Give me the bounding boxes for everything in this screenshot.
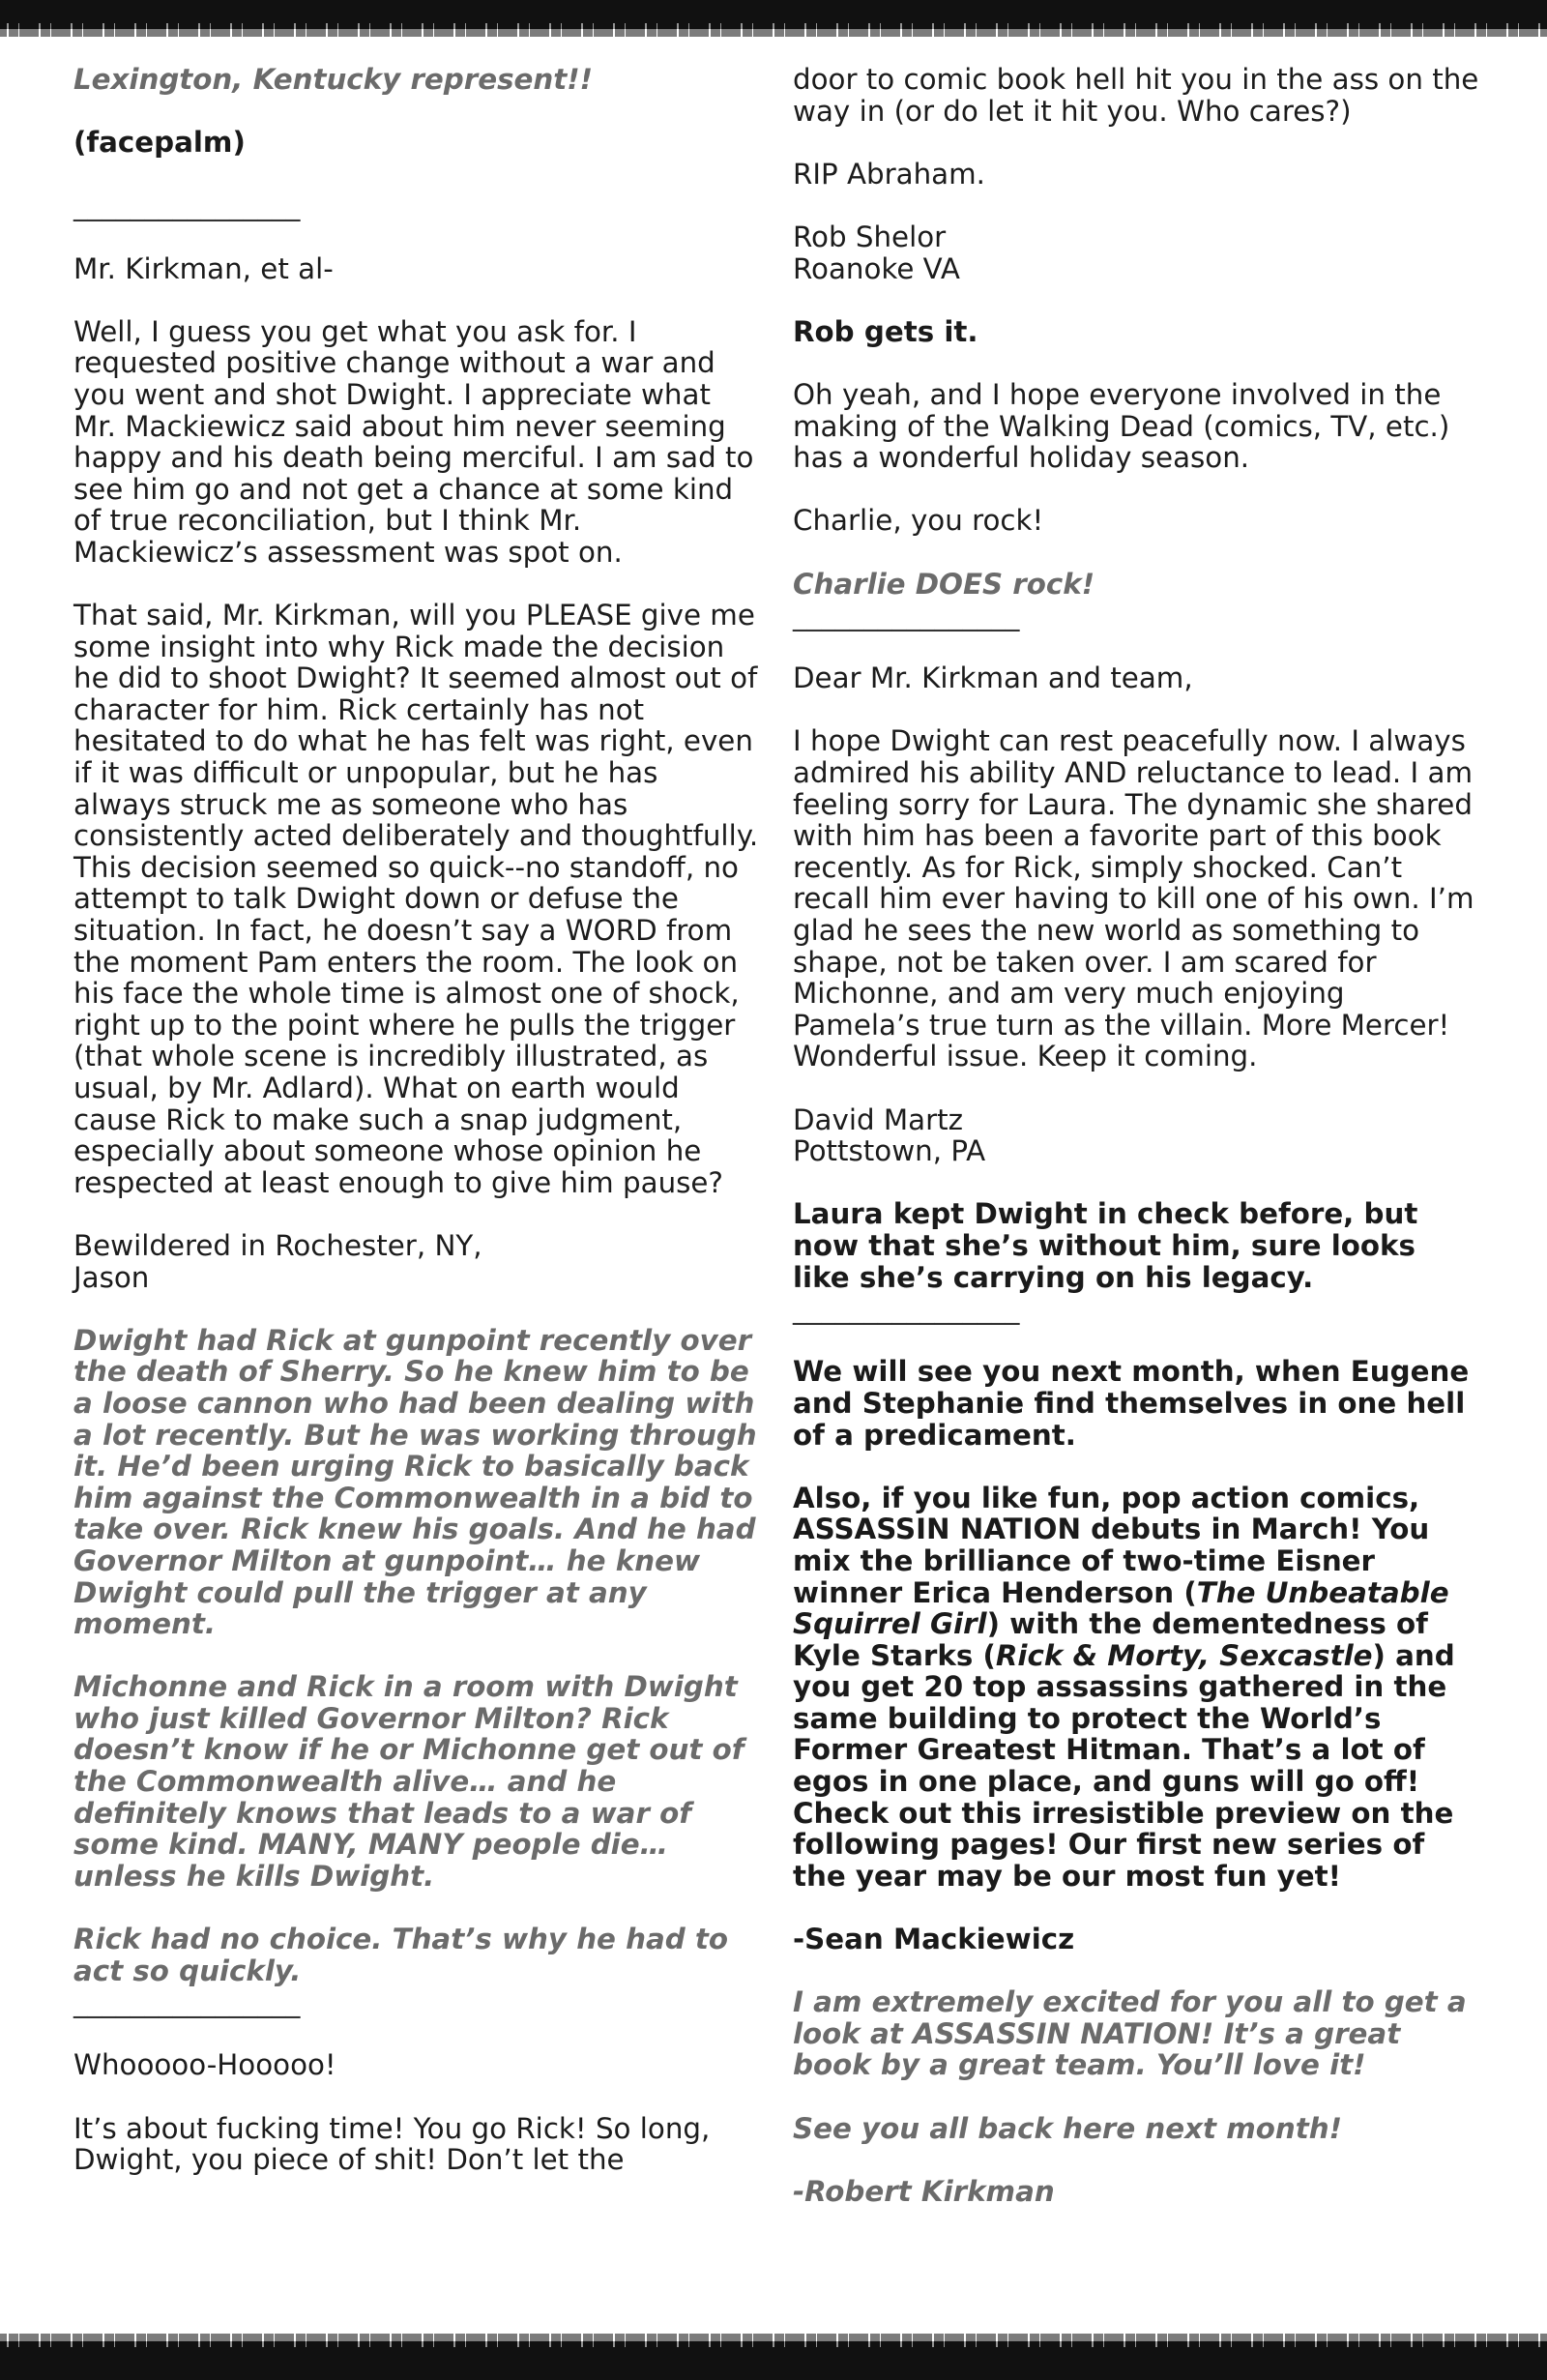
editor-reply: (facepalm): [73, 126, 246, 160]
editor-reply: I am extremely excited for you all to get a look at ASSASSIN NATION! It’s a great book by a great team. You’ll love it!: [793, 1985, 1467, 2082]
editor-reply: Laura kept Dwight in check before, but now that she’s without him, sure looks like she’s carrying on his legacy.: [793, 1197, 1418, 1294]
letter-salutation: Mr. Kirkman, et al-: [73, 251, 334, 285]
bottom-border: [0, 2341, 1547, 2380]
editor-signature: -Sean Mackiewicz: [793, 1923, 1075, 1956]
letter-paragraph: Whooooo-Hooooo!: [73, 2048, 336, 2082]
editor-reply: Michonne and Rick in a room with Dwight who just killed Governor Milton? Rick doesn’t know if he or Michonne get out of the Commonwealth alive… and he definitely knows that leads to a war of some kind. MANY, MANY people die… unless he kills Dwight.: [73, 1670, 744, 1893]
letter-paragraph: door to comic book hell hit you in the ass on the way in (or do let it hit you. Who cares?): [793, 63, 1479, 128]
editor-announcement: We will see you next month, when Eugene and Stephanie find themselves in one hell of a predicament.: [793, 1355, 1470, 1452]
letter-signature-location: Pottstown, PA: [793, 1134, 986, 1168]
letter-paragraph: RIP Abraham.: [793, 157, 985, 191]
top-border: [0, 0, 1547, 29]
letter-paragraph: It’s about fucking time! You go Rick! So long, Dwight, you piece of shit! Don’t let the: [73, 2111, 711, 2177]
letter-paragraph: Oh yeah, and I hope everyone involved in the making of the Walking Dead (comics, TV, etc.) has a wonderful holiday season.: [793, 377, 1450, 475]
editor-reply: Rob gets it.: [793, 314, 978, 348]
letter-paragraph: That said, Mr. Kirkman, will you PLEASE give me some insight into why Rick made the decision he did to shoot Dwight? It seemed almost out of character for him. Rick certainly has not hesitated to do what he has felt was right, even if it was difficult or unpopular, but he has always struck me as someone who has consistently acted deliberately and thoughtfully. This decision seemed so quick--no standoff, no attempt to talk Dwight down or defuse the situation. In fact, he doesn’t say a WORD from the moment Pam enters the room. The look on his face the whole time is almost one of shock, right up to the point where he pulls the trigger (that whole scene is incredibly illustrated, as usual, by Mr. Adlard). What on earth would cause Rick to make such a snap judgment, especially about someone whose opinion he respected at least enough to give him pause?: [73, 599, 759, 1199]
letter-signature: Rob Shelor: [793, 220, 947, 253]
letter-paragraph: Charlie, you rock!: [793, 504, 1044, 538]
letter-paragraph: Well, I guess you get what you ask for. I requested positive change without a war and you went and shot Dwight. I appreciate what Mr. Mackiewicz said about him never seeming happy and his death being merciful. I am sad to see him go and not get a chance at some kind of true reconciliation, but I think Mr. Mackiewicz’s assessment was spot on.: [73, 314, 754, 569]
divider: ________________: [73, 189, 301, 222]
letter-signature-name: Jason: [73, 1260, 150, 1294]
editor-signature: -Robert Kirkman: [793, 2174, 1055, 2208]
editor-reply: See you all back here next month!: [793, 2111, 1342, 2145]
letter-signature-location: Roanoke VA: [793, 251, 960, 285]
divider: ________________: [793, 1292, 1020, 1326]
letter-signature: David Martz: [793, 1102, 964, 1136]
comic-title: The Unbeatable Squirrel Girl: [793, 1575, 1449, 1641]
letter-signature: Bewildered in Rochester, NY,: [73, 1228, 482, 1262]
comic-title: Rick & Morty, Sexcastle: [995, 1638, 1373, 1672]
editor-reply: Rick had no choice. That’s why he had to act so quickly.: [73, 1923, 729, 1987]
editor-reply: Charlie DOES rock!: [793, 567, 1095, 601]
letter-paragraph: I hope Dwight can rest peacefully now. I always admired his ability AND reluctance to lead. I am feeling sorry for Laura. The dynamic she shared with him has been a favorite part of this book recently. As for Rick, simply shocked. Can’t recall him ever having to kill one of his own. I’m glad he sees the new world as something to shape, not be taken over. I am scared for Michonne, and am very much enjoying Pamela’s true turn as the villain. More Mercer! Wonderful issue. Keep it coming.: [793, 724, 1474, 1073]
letters-column-right: [793, 64, 1479, 2239]
editor-reply: Lexington, Kentucky represent!!: [73, 63, 593, 96]
divider: ________________: [793, 599, 1020, 632]
letter-salutation: Dear Mr. Kirkman and team,: [793, 661, 1193, 695]
letters-column-left: [73, 64, 760, 2207]
divider: ________________: [73, 1985, 301, 2019]
editor-reply: Dwight had Rick at gunpoint recently over the death of Sherry. So he knew him to be a loose cannon who had been dealing with a lot recently. But he was working through it. He’d been urging Rick to basically back him against the Commonwealth in a bid to take over. Rick knew his goals. And he had Governor Milton at gunpoint… he knew Dwight could pull the trigger at any moment.: [73, 1323, 757, 1641]
editor-announcement: Also, if you like fun, pop action comics, ASSASSIN NATION debuts in March! You mix the brilliance of two-time Eisner winner Erica Henderson (The Unbeatable Squirrel Girl) with the dementedness of Kyle Starks (Rick & Morty, Sexcastle) and you get 20 top assassins gathered in the same building to protect the World’s Former Greatest Hitman. That’s a lot of egos in one place, and guns will go off! Check out this irresistible preview on the following pages! Our first new series of the year may be our most fun yet!: [793, 1481, 1455, 1893]
